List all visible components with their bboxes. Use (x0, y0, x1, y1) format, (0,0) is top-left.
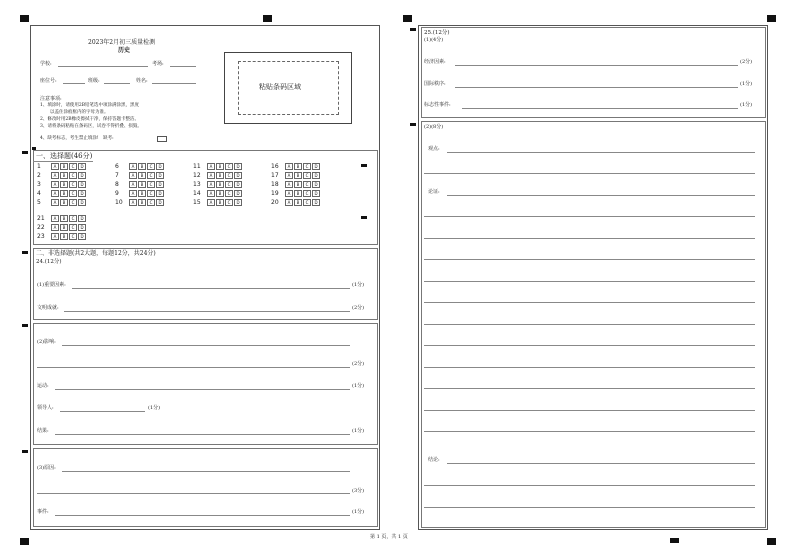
choice-question-14 (193, 190, 243, 198)
q24-1-score: (1分) (352, 282, 365, 288)
choice-question-3 (37, 181, 87, 189)
option-bubble-d[interactable]: D (234, 172, 242, 179)
essay-answer-line[interactable] (447, 152, 755, 153)
event-label: 事件: (37, 509, 49, 515)
choice-question-20 (271, 199, 321, 207)
option-bubble-c[interactable]: C (69, 233, 77, 240)
question-number: 8 (115, 181, 119, 188)
option-bubble-d[interactable]: D (156, 199, 164, 206)
option-bubble-a[interactable]: A (129, 190, 137, 197)
option-bubble-c[interactable]: C (147, 190, 155, 197)
side-mark (22, 151, 28, 154)
essay-answer-line[interactable] (424, 259, 755, 260)
question-number: 17 (271, 172, 279, 179)
essay-answer-line[interactable] (424, 324, 755, 325)
option-bubble-b[interactable]: B (138, 181, 146, 188)
option-bubble-d[interactable]: D (78, 215, 86, 222)
argue-label: 论证: (428, 189, 440, 195)
q25-1-title: (1)(4分) (424, 37, 444, 43)
option-bubble-d[interactable]: D (234, 163, 242, 170)
corner-mark-top-right-left-page (403, 15, 412, 22)
choice-question-19 (271, 190, 321, 198)
option-bubble-c[interactable]: C (69, 181, 77, 188)
movement-label: 运动: (37, 383, 49, 389)
economy-score: (2分) (740, 59, 753, 65)
option-bubble-c[interactable]: C (303, 190, 311, 197)
choice-question-2 (37, 172, 87, 180)
notes-heading: 注意事项: (40, 96, 62, 102)
question-number: 20 (271, 199, 279, 206)
choice-question-23 (37, 233, 87, 241)
option-bubble-d[interactable]: D (78, 172, 86, 179)
question-number: 3 (37, 181, 41, 188)
corner-mark-top-mid (263, 15, 272, 22)
question-number: 21 (37, 215, 45, 222)
option-bubble-c[interactable]: C (303, 181, 311, 188)
choice-question-16 (271, 163, 321, 171)
movement-score: (1分) (352, 383, 365, 389)
essay-answer-line[interactable] (447, 463, 755, 464)
economy-answer-line[interactable] (455, 65, 738, 66)
option-bubble-a[interactable]: A (51, 163, 59, 170)
barcode-label: 粘贴条码区域 (259, 83, 301, 91)
option-bubble-d[interactable]: D (312, 199, 320, 206)
option-bubble-d[interactable]: D (234, 181, 242, 188)
question-number: 2 (37, 172, 41, 179)
subject-title: 历史 (118, 47, 131, 54)
symbol-label: 标志性事件: (424, 102, 451, 108)
option-bubble-b[interactable]: B (294, 172, 302, 179)
option-bubble-a[interactable]: A (129, 163, 137, 170)
q24-title: 24.(12分) (36, 259, 62, 265)
q24-3-answer-line[interactable] (37, 493, 350, 494)
option-bubble-a[interactable]: A (129, 172, 137, 179)
option-bubble-d[interactable]: D (78, 163, 86, 170)
option-bubble-b[interactable]: B (216, 190, 224, 197)
order-answer-line[interactable] (455, 87, 738, 88)
question-number: 22 (37, 224, 45, 231)
q24-2-label: (2)影响: (37, 339, 56, 345)
option-bubble-d[interactable]: D (156, 172, 164, 179)
name-field[interactable] (152, 83, 196, 84)
q24-part2-section (33, 323, 378, 445)
option-bubble-d[interactable]: D (78, 224, 86, 231)
conclusion-label: 结论: (428, 457, 440, 463)
q25-2-title: (2)(8分) (424, 124, 444, 130)
essay-answer-line[interactable] (424, 485, 755, 486)
question-number: 14 (193, 190, 201, 197)
option-bubble-d[interactable]: D (312, 163, 320, 170)
question-number: 4 (37, 190, 41, 197)
essay-answer-line[interactable] (424, 367, 755, 368)
choice-title-underline (33, 161, 93, 162)
choice-question-15 (193, 199, 243, 207)
option-bubble-d[interactable]: D (156, 181, 164, 188)
choice-question-10 (115, 199, 165, 207)
option-bubble-b[interactable]: B (138, 172, 146, 179)
option-bubble-a[interactable]: A (51, 190, 59, 197)
side-mark (410, 28, 416, 31)
choice-question-8 (115, 181, 165, 189)
option-bubble-b[interactable]: B (294, 199, 302, 206)
class-label: 班级: (88, 78, 100, 84)
seat-field[interactable] (63, 83, 85, 84)
choice-question-17 (271, 172, 321, 180)
order-score: (1分) (740, 81, 753, 87)
note-item: 2、修改时用2B橡皮擦拭干净，保持答题卡整洁。 (40, 117, 140, 122)
option-bubble-b[interactable]: B (138, 190, 146, 197)
page-footer: 第 1 页，共 1 页 (370, 534, 408, 540)
option-bubble-b[interactable]: B (216, 163, 224, 170)
result-score: (1分) (352, 428, 365, 434)
essay-answer-line[interactable] (424, 216, 755, 217)
option-bubble-d[interactable]: D (78, 181, 86, 188)
choice-question-6 (115, 163, 165, 171)
option-bubble-c[interactable]: C (225, 172, 233, 179)
option-bubble-c[interactable]: C (69, 172, 77, 179)
question-number: 13 (193, 181, 201, 188)
option-bubble-b[interactable]: B (60, 233, 68, 240)
choice-question-9 (115, 190, 165, 198)
essay-answer-line[interactable] (424, 302, 755, 303)
side-mark (22, 324, 28, 327)
event-score: (1分) (352, 509, 365, 515)
question-number: 19 (271, 190, 279, 197)
essay-answer-line[interactable] (424, 410, 755, 411)
option-bubble-c[interactable]: C (147, 199, 155, 206)
q24-1-answer-line[interactable] (72, 288, 350, 289)
option-bubble-a[interactable]: A (129, 199, 137, 206)
question-number: 18 (271, 181, 279, 188)
question-number: 7 (115, 172, 119, 179)
choice-question-5 (37, 199, 87, 207)
option-bubble-a[interactable]: A (207, 163, 215, 170)
option-bubble-c[interactable]: C (303, 172, 311, 179)
option-bubble-a[interactable]: A (285, 163, 293, 170)
q24-3-score: (3分) (352, 488, 365, 494)
q24-3-label: (3)原因: (37, 465, 56, 471)
option-bubble-b[interactable]: B (60, 224, 68, 231)
movement-answer-line[interactable] (55, 389, 350, 390)
symbol-score: (1分) (740, 102, 753, 108)
economy-label: 经济因素: (424, 59, 446, 65)
corner-mark-top-left (20, 15, 29, 22)
option-bubble-c[interactable]: C (147, 163, 155, 170)
option-bubble-c[interactable]: C (69, 215, 77, 222)
option-bubble-d[interactable]: D (78, 190, 86, 197)
exam-room-field[interactable] (170, 66, 196, 67)
choice-question-21 (37, 215, 87, 223)
exam-room-label: 考场: (152, 61, 164, 67)
option-bubble-c[interactable]: C (225, 181, 233, 188)
question-number: 10 (115, 199, 123, 206)
view-label: 观点: (428, 146, 440, 152)
side-mark (410, 123, 416, 126)
leader-label: 领导人: (37, 405, 54, 411)
nonchoice-title: 二、非选择题(共2大题，每题12分，共24分) (36, 250, 156, 257)
option-bubble-b[interactable]: B (294, 163, 302, 170)
option-bubble-a[interactable]: A (285, 181, 293, 188)
note-item: 3、请将条码粘贴在条码区，试卷不得折叠、损毁。 (40, 124, 142, 129)
option-bubble-a[interactable]: A (51, 181, 59, 188)
option-bubble-d[interactable]: D (156, 190, 164, 197)
choice-title: 一、选择题(46分) (36, 152, 93, 160)
question-number: 16 (271, 163, 279, 170)
option-bubble-b[interactable]: B (60, 163, 68, 170)
option-bubble-b[interactable]: B (216, 199, 224, 206)
option-bubble-d[interactable]: D (78, 199, 86, 206)
option-bubble-a[interactable]: A (51, 199, 59, 206)
choice-question-12 (193, 172, 243, 180)
q24-1-label: (1)重要因素: (37, 282, 66, 288)
option-bubble-a[interactable]: A (51, 172, 59, 179)
option-bubble-c[interactable]: C (303, 199, 311, 206)
option-bubble-d[interactable]: D (312, 172, 320, 179)
essay-answer-line[interactable] (424, 238, 755, 239)
leader-answer-line[interactable] (60, 411, 145, 412)
option-bubble-a[interactable]: A (207, 190, 215, 197)
q24-1b-score: (2分) (352, 305, 365, 311)
option-bubble-b[interactable]: B (294, 181, 302, 188)
note-item: 1、填涂时，请使用2B铅笔选中项涂满涂黑，黑度 (40, 103, 140, 108)
option-bubble-a[interactable]: A (285, 199, 293, 206)
q24-1b-label: 文明成就: (37, 305, 59, 311)
option-bubble-c[interactable]: C (147, 181, 155, 188)
essay-answer-line[interactable] (424, 388, 755, 389)
option-bubble-b[interactable]: B (138, 163, 146, 170)
option-bubble-a[interactable]: A (129, 181, 137, 188)
option-bubble-d[interactable]: D (312, 181, 320, 188)
choice-question-11 (193, 163, 243, 171)
choice-question-22 (37, 224, 87, 232)
option-bubble-b[interactable]: B (138, 199, 146, 206)
essay-answer-line[interactable] (424, 345, 755, 346)
q24-3-answer-line[interactable] (62, 471, 350, 472)
result-answer-line[interactable] (55, 434, 350, 435)
option-bubble-d[interactable]: D (156, 163, 164, 170)
option-bubble-a[interactable]: A (207, 199, 215, 206)
choice-question-7 (115, 172, 165, 180)
symbol-answer-line[interactable] (462, 108, 738, 109)
option-bubble-c[interactable]: C (147, 172, 155, 179)
school-label: 学校: (40, 61, 52, 67)
option-bubble-c[interactable]: C (69, 163, 77, 170)
question-number: 11 (193, 163, 201, 170)
option-bubble-b[interactable]: B (60, 199, 68, 206)
option-bubble-a[interactable]: A (285, 172, 293, 179)
question-number: 6 (115, 163, 119, 170)
q24-part1-section (33, 248, 378, 320)
option-bubble-c[interactable]: C (225, 163, 233, 170)
question-number: 23 (37, 233, 45, 240)
option-bubble-b[interactable]: B (60, 215, 68, 222)
essay-answer-line[interactable] (424, 281, 755, 282)
option-bubble-a[interactable]: A (285, 190, 293, 197)
choice-question-18 (271, 181, 321, 189)
corner-mark-bottom-left (20, 538, 29, 545)
absent-checkbox[interactable] (157, 136, 167, 142)
option-bubble-c[interactable]: C (69, 224, 77, 231)
option-bubble-c[interactable]: C (69, 199, 77, 206)
choice-question-13 (193, 181, 243, 189)
question-number: 5 (37, 199, 41, 206)
order-label: 国际秩序: (424, 81, 446, 87)
side-mark (22, 450, 28, 453)
question-number: 12 (193, 172, 201, 179)
option-bubble-c[interactable]: C (225, 190, 233, 197)
corner-mark-bottom-right (767, 538, 776, 545)
q25-part1-section (421, 27, 766, 118)
option-bubble-c[interactable]: C (225, 199, 233, 206)
school-field[interactable] (58, 66, 148, 67)
side-mark (22, 251, 28, 254)
option-bubble-a[interactable]: A (51, 224, 59, 231)
option-bubble-d[interactable]: D (234, 199, 242, 206)
question-number: 9 (115, 190, 119, 197)
note-item: 以盖住涂痕框内的字母为准。 (50, 110, 109, 115)
option-bubble-d[interactable]: D (234, 190, 242, 197)
option-bubble-a[interactable]: A (207, 181, 215, 188)
option-bubble-a[interactable]: A (207, 172, 215, 179)
question-number: 1 (37, 163, 41, 170)
option-bubble-b[interactable]: B (60, 172, 68, 179)
class-field[interactable] (104, 83, 130, 84)
corner-mark-bottom-mid (670, 538, 679, 543)
name-label: 姓名: (136, 78, 148, 84)
option-bubble-b[interactable]: B (294, 190, 302, 197)
essay-answer-line[interactable] (424, 431, 755, 432)
q25-title: 25.(12分) (424, 30, 450, 36)
question-number: 15 (193, 199, 201, 206)
essay-answer-line[interactable] (424, 173, 755, 174)
choice-question-1 (37, 163, 87, 171)
q24-2-score: (2分) (352, 361, 365, 367)
result-label: 结果: (37, 428, 49, 434)
essay-answer-line[interactable] (447, 195, 755, 196)
q24-2-answer-line[interactable] (62, 345, 350, 346)
note-item: 4、缺考标志，考生禁止填涂! 缺考: (40, 136, 114, 141)
option-bubble-b[interactable]: B (216, 181, 224, 188)
essay-answer-line[interactable] (424, 507, 755, 508)
option-bubble-a[interactable]: A (51, 215, 59, 222)
option-bubble-a[interactable]: A (51, 233, 59, 240)
q24-1b-answer-line[interactable] (64, 311, 350, 312)
option-bubble-d[interactable]: D (312, 190, 320, 197)
option-bubble-d[interactable]: D (78, 233, 86, 240)
option-bubble-c[interactable]: C (303, 163, 311, 170)
seat-label: 座位号: (40, 78, 57, 84)
option-bubble-c[interactable]: C (69, 190, 77, 197)
q24-2-answer-line[interactable] (37, 367, 350, 368)
option-bubble-b[interactable]: B (60, 190, 68, 197)
exam-title: 2023年2月初三质量检测 (88, 39, 156, 46)
leader-score: (1分) (148, 405, 161, 411)
choice-question-4 (37, 190, 87, 198)
option-bubble-b[interactable]: B (216, 172, 224, 179)
event-answer-line[interactable] (55, 515, 350, 516)
corner-mark-top-right (767, 15, 776, 22)
option-bubble-b[interactable]: B (60, 181, 68, 188)
